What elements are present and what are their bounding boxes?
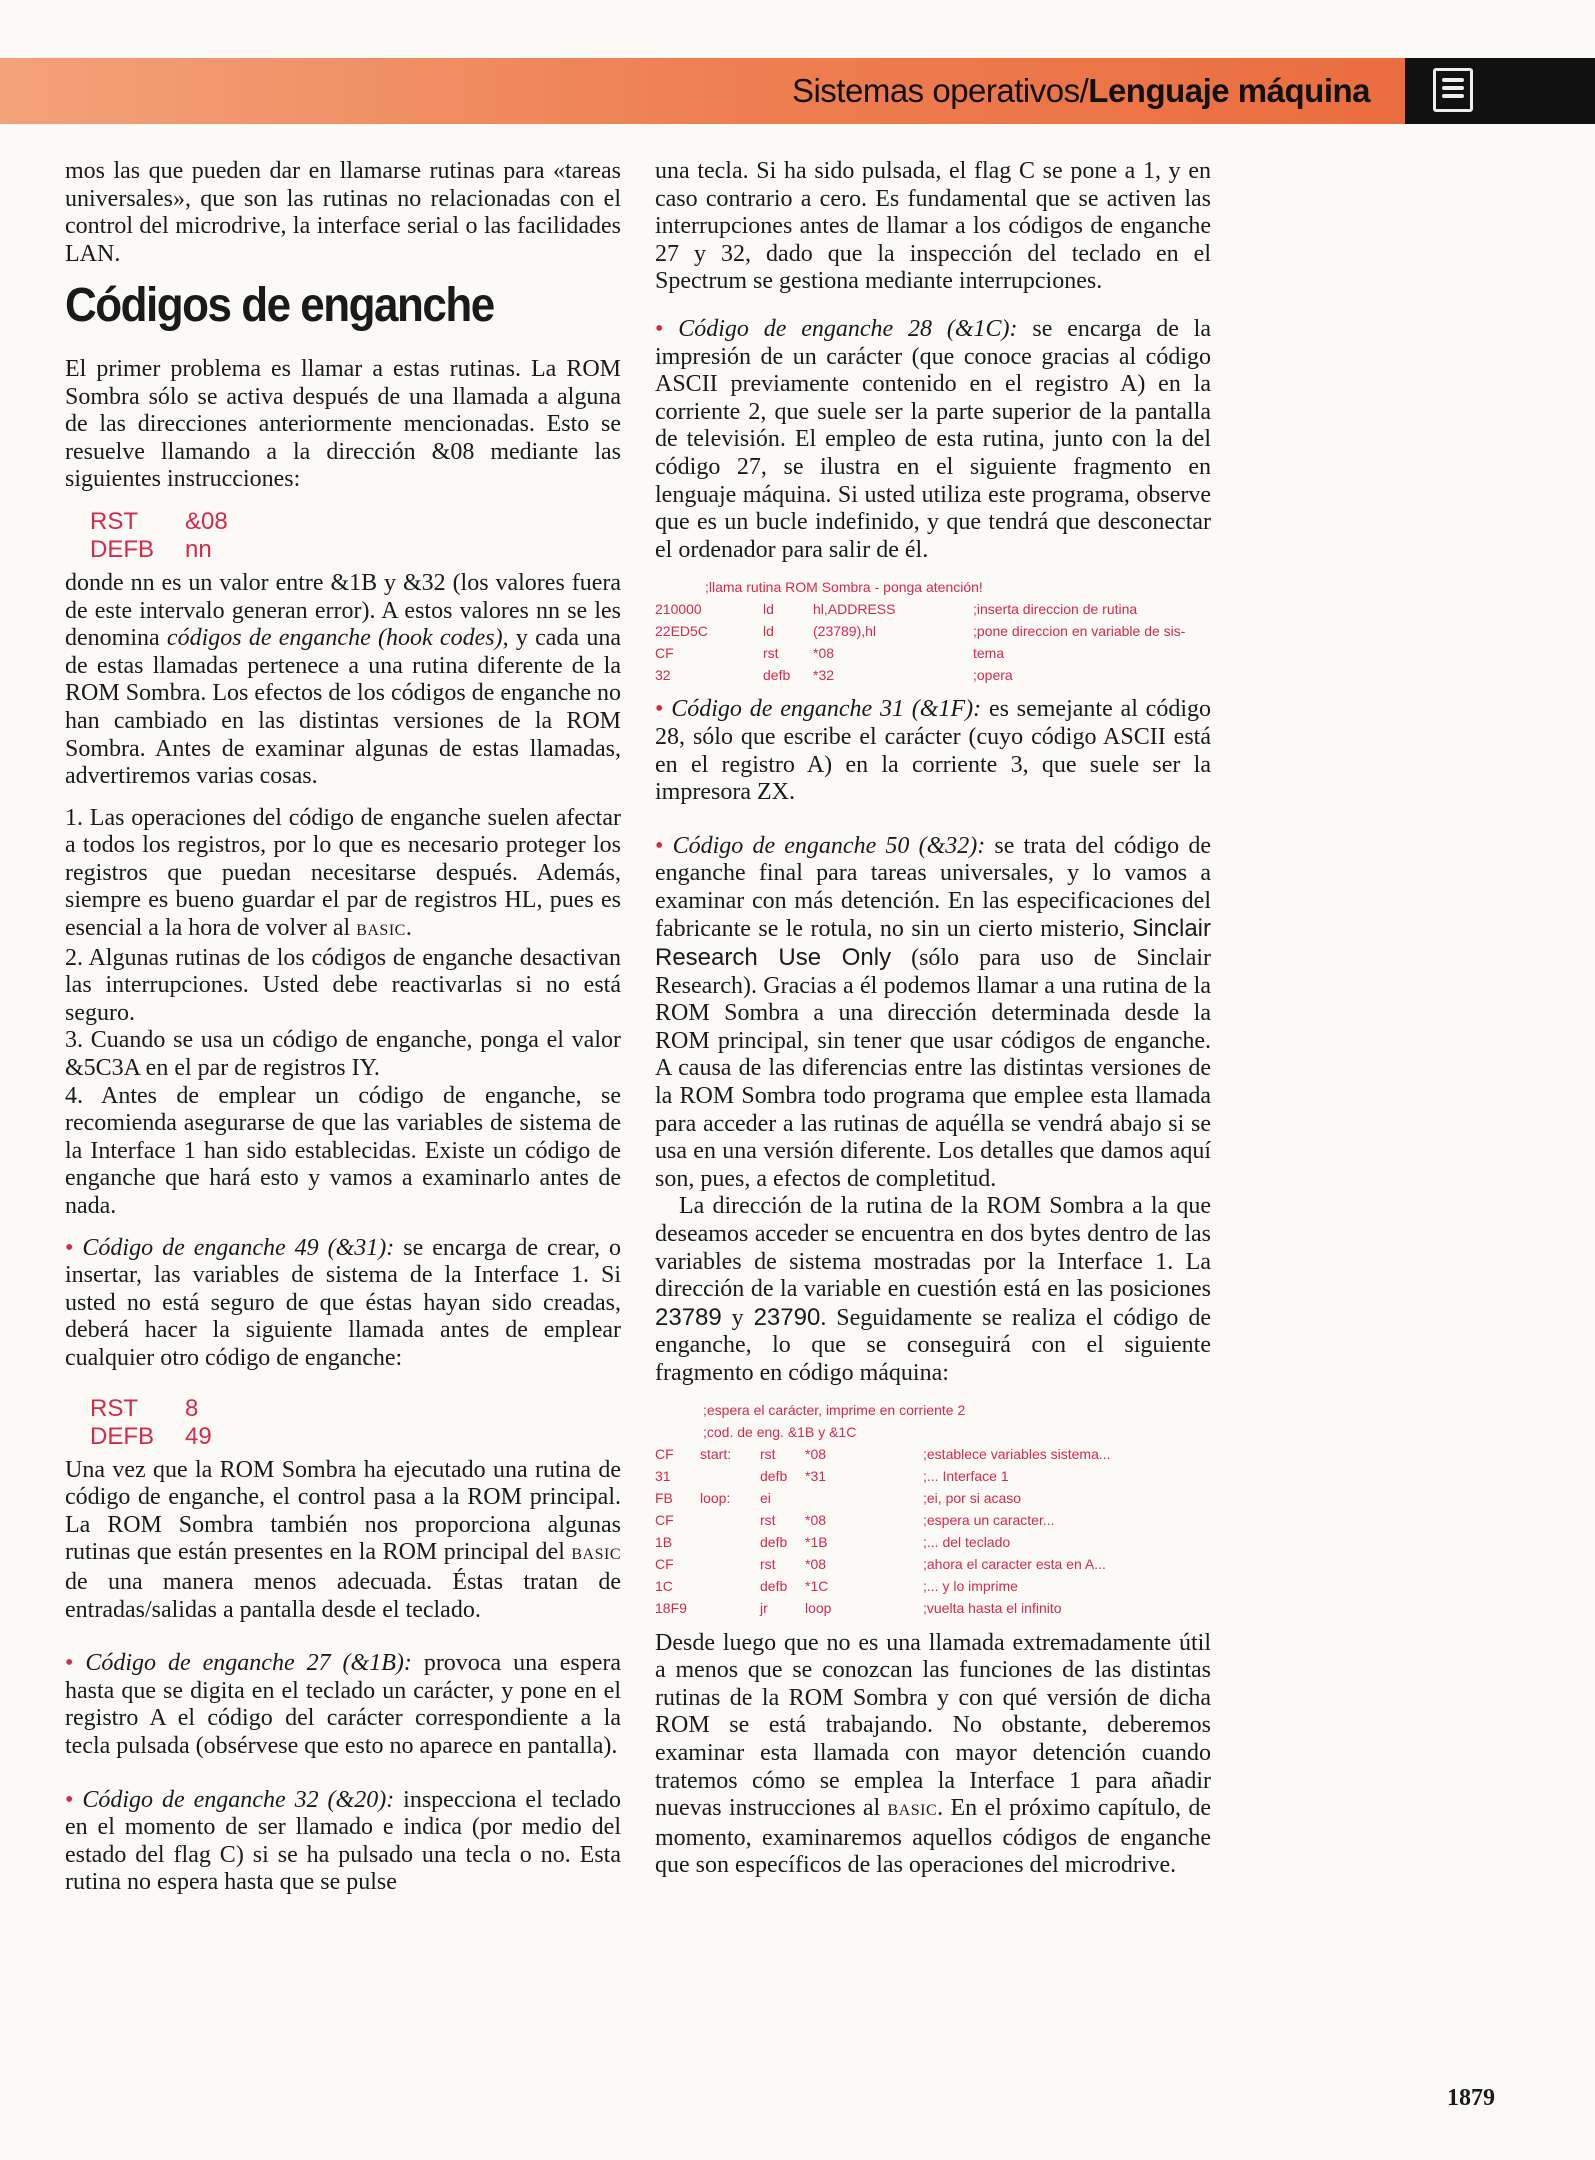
paragraph: Una vez que la ROM Sombra ha ejecutado una rutina de código de enganche, el control pasa a la ROM principal. La ROM Sombra también nos proporciona algunas rutinas que están presentes en la ROM principal del BASIC de una manera menos adecuada. Éstas tratan de entradas/salidas a pantalla desde el teclado. — [65, 1456, 621, 1623]
bullet-icon: • — [655, 696, 664, 723]
bullet-icon: • — [65, 1650, 74, 1677]
bullet-paragraph: • Código de enganche 50 (&32): se trata del código de enganche final para tareas universales, y lo vamos a examinar con más detención. En las especificaciones del fabricante se le rotula, no sin un cierto misterio, Sinclair Research Use Only (sólo para uso de Sinclair Research). Gracias a él podemos llamar a una rutina de la ROM Sombra a una dirección determinada desde la ROM principal, sin tener que usar códigos de enganche. A causa de las diferencias entre las distintas versiones de la ROM Sombra todo programa que emplee esta llamada para acceder a las rutinas de aquélla se vendrá abajo si se usa en una versión diferente. Los detalles que damos aquí son, pues, a efectos de completitud. — [655, 832, 1212, 1192]
paragraph: donde nn es un valor entre &1B y &32 (los valores fuera de este intervalo generan error). A estos valores nn se les denomina códigos de enganche (hook codes), y cada una de estas llamadas pertenece a una rutina diferente de la ROM Sombra. Los efectos de los códigos de enganche no han cambiado en las distintas versiones de la ROM Sombra. Antes de examinar algunas de estas llamadas, advertiremos varias cosas. — [65, 569, 622, 790]
bullet-paragraph: • Código de enganche 28 (&1C): se encarga de la impresión de un carácter (que conoce gracias al código ASCII previamente contenido en el registro A) en la corriente 2, que suele ser la parte superior de la pantalla de televisión. El empleo de esta rutina, junto con la del código 27, se ilustra en el siguiente fragmento en lenguaje máquina. Si usted utiliza este programa, observe que es un bucle indefinido, y que tendrá que desconectar el ordenador para salir de él. — [655, 315, 1212, 563]
header-icon-box — [1405, 58, 1595, 124]
paragraph: El primer problema es llamar a estas rutinas. La ROM Sombra sólo se activa después de una llamada a alguna de las direcciones anteriormente mencionadas. Esto se resuelve llamando a la dirección &08 mediante las siguientes instrucciones: — [65, 355, 621, 493]
code-block: RST 8 DEFB 49 — [90, 1394, 212, 1450]
left-column — [65, 158, 621, 1897]
bullet-icon: • — [65, 1786, 74, 1813]
bullet-paragraph: • Código de enganche 31 (&1F): es semejante al código 28, sólo que escribe el carácter (cuyo código ASCII está en el registro A) en la corriente 3, que suele ser la impresora ZX. — [655, 696, 1212, 806]
code-listing: ;espera el carácter, imprime en corriente 2 ;cod. de eng. &1B y &1C CF start: rst *08 ;establece variables sistema... 31 defb *31 ;... Interface 1 FB loop: ei ;ei, por si acaso CF rst *08 ;espera un caracter... 1B defb *1B ;... del teclado CF rst *08 ;ahora el caracter esta en A... 1C defb *1C ;... y lo imprime 18F9 jr loop ;vuelta hasta el infinito — [655, 1401, 1111, 1616]
bullet-paragraph: • Código de enganche 49 (&31): se encarga de crear, o insertar, las variables de sistema de la Interface 1. Si usted no está seguro de que éstas hayan sido creadas, deberá hacer la siguiente llamada antes de emplear cualquier otro código de enganche: — [65, 1234, 622, 1371]
list-item: 1. Las operaciones del código de enganche suelen afectar a todos los registros, por lo que es necesario proteger los registros que puedan necesitarse después. Además, siempre es bueno guardar el par de registros HL, pues es esencial a la hora de volver al BASIC. — [65, 804, 621, 942]
paragraph: Desde luego que no es una llamada extremadamente útil a menos que se conozcan las funciones de las distintas rutinas de la ROM Sombra y con qué versión de dicha ROM se está trabajando. No obstante, deberemos examinar esta llamada con mayor detención cuando tratemos cómo se emplea la Interface 1 para añadir nuevas instrucciones al BASIC. En el próximo capítulo, de momento, examinaremos aquellos códigos de enganche que son específicos de las operaciones del microdrive. — [655, 1629, 1211, 1879]
code-listing: ;llama rutina ROM Sombra - ponga atención! 210000 ld hl,ADDRESS ;inserta direccion de rutina 22ED5C ld (23789),hl ;pone direccion en variable de sis- CF rst *08 tema 32 defb *32 ;opera — [655, 579, 1186, 684]
page-number: 1879 — [1447, 2085, 1495, 2111]
paragraph: La dirección de la rutina de la ROM Sombra a la que deseamos acceder se encuentra en dos bytes dentro de las variables de sistema mostradas por la Interface 1. La dirección de la variable en cuestión está en las posiciones 23789 y 23790. Seguidamente se realiza el código de enganche, lo que se conseguirá con el siguiente fragmento en código máquina: — [655, 1193, 1211, 1386]
list-item: 3. Cuando se usa un código de enganche, ponga el valor &5C3A en el par de registros IY. — [65, 1027, 621, 1082]
code-block: RST &08 DEFB nn — [90, 507, 228, 563]
bullet-icon: • — [655, 832, 664, 859]
list-item: 4. Antes de emplear un código de enganche, se recomienda asegurarse de que las variables de sistema de la Interface 1 han sido establecidas. Existe un código de enganche que hará esto y vamos a examinarlo antes de nada. — [65, 1082, 621, 1219]
document-icon — [1433, 68, 1473, 112]
list-item: 2. Algunas rutinas de los códigos de enganche desactivan las interrupciones. Usted debe reactivarlas si no está seguro. — [65, 944, 621, 1026]
page-header — [0, 58, 1595, 124]
page-heading: Códigos de enganche — [65, 278, 494, 333]
paragraph: una tecla. Si ha sido pulsada, el flag C se pone a 1, y en caso contrario a cero. Es fundamental que se activen las interrupciones antes de llamar a los códigos de enganche 27 y 32, dado que la inspección del teclado en el Spectrum se gestiona mediante interrupciones. — [655, 158, 1211, 295]
paragraph: mos las que pueden dar en llamarse rutinas para «tareas universales», que son las rutinas no relacionadas con el control del microdrive, la interface serial o las facilidades LAN. — [65, 158, 621, 267]
right-column — [655, 158, 1211, 1880]
bullet-icon: • — [655, 315, 664, 342]
bullet-icon: • — [65, 1234, 74, 1261]
section-title: Sistemas operativos/Lenguaje máquina — [791, 72, 1370, 109]
bullet-paragraph: • Código de enganche 32 (&20): inspecciona el teclado en el momento de ser llamado e indica (por medio del estado del flag C) si se ha pulsado una tecla o no. Esta rutina no espera hasta que se pulse — [65, 1786, 621, 1896]
bullet-paragraph: • Código de enganche 27 (&1B): provoca una espera hasta que se digita en el teclado un carácter, y pone en el registro A el código del carácter correspondiente a la tecla pulsada (obsérvese que esto no aparece en pantalla). — [65, 1650, 621, 1759]
